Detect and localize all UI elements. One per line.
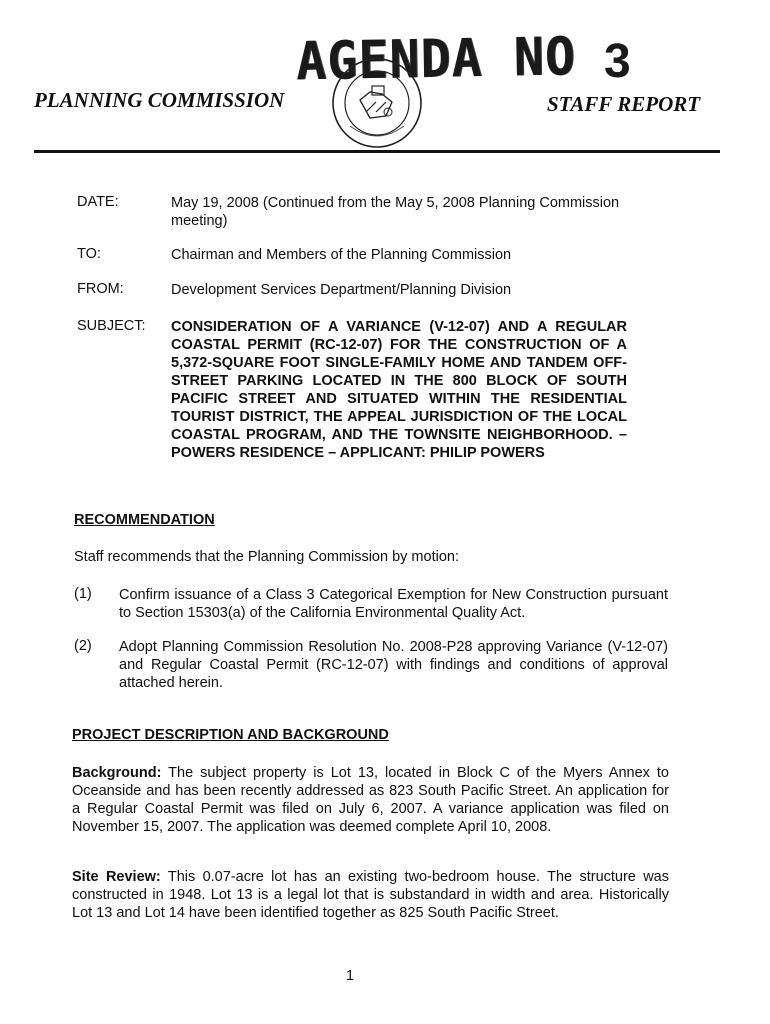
to-value: Chairman and Members of the Planning Commission	[171, 247, 512, 263]
item-number: (1)	[74, 586, 92, 602]
project-heading: PROJECT DESCRIPTION AND BACKGROUND	[72, 727, 389, 743]
staff-report-title: STAFF REPORT	[547, 92, 701, 116]
date-label: DATE:	[77, 194, 119, 210]
subject-value: CONSIDERATION OF A VARIANCE (V-12-07) AND A REGULAR COASTAL PERMIT (RC-12-07) FOR THE CONSTRUCTION OF A 5,372-SQUARE FOOT SINGLE-FAMILY HOME AND TANDEM OFF-STREET PARKING LOCATED IN THE 800 BLOCK OF SOUTH PACIFIC STREET AND SITUATED WITHIN THE RESIDENTIAL TOURIST DISTRICT, THE APPEAL JURISDICTION OF THE LOCAL COASTAL PROGRAM, AND THE TOWNSITE NEIGHBORHOOD. – POWERS RESIDENCE – APPLICANT: PHILIP POWERS	[171, 319, 627, 461]
recommendation-item: Confirm issuance of a Class 3 Categorical Exemption for New Construction pursuant to Section 15303(a) of the California Environmental Quality Act.	[119, 587, 668, 621]
site-review-text: This 0.07-acre lot has an existing two-bedroom house. The structure was constructed in 1948. Lot 13 is a legal lot that is substandard in width and area. Historically Lot 13 and Lot 14 have been identified together as 825 South Pacific Street.	[72, 869, 670, 921]
from-label: FROM:	[77, 281, 124, 297]
recommendation-heading: RECOMMENDATION	[74, 512, 215, 528]
site-review-paragraph	[72, 868, 669, 922]
agenda-number: 3	[604, 35, 631, 88]
city-seal-icon	[330, 56, 424, 150]
date-value: May 19, 2008 (Continued from the May 5, 2008 Planning Commission meeting)	[171, 195, 620, 229]
to-label: TO:	[77, 246, 101, 262]
background-paragraph	[72, 764, 669, 836]
subject-label: SUBJECT:	[77, 318, 146, 334]
recommendation-item: Adopt Planning Commission Resolution No. 2008-P28 approving Variance (V-12-07) and Regular Coastal Permit (RC-12-07) with findings and conditions of approval attached herein.	[119, 639, 668, 691]
background-text: The subject property is Lot 13, located in Block C of the Myers Annex to Oceanside and has been recently addressed as 823 South Pacific Street. An application for a Regular Coastal Permit was filed on July 6, 2007. A variance application was filed on November 15, 2007. The application was deemed complete April 10, 2008.	[72, 765, 669, 835]
agenda-stamp: AGENDA NO	[295, 25, 577, 93]
site-review-label: Site Review:	[72, 869, 161, 885]
header-divider	[34, 150, 720, 153]
item-number: (2)	[74, 638, 92, 654]
from-value: Development Services Department/Planning Division	[171, 282, 512, 298]
page-number: 1	[345, 968, 355, 984]
background-label: Background:	[72, 765, 162, 781]
planning-commission-title: PLANNING COMMISSION	[34, 88, 285, 112]
recommendation-intro: Staff recommends that the Planning Commission by motion:	[74, 549, 459, 565]
